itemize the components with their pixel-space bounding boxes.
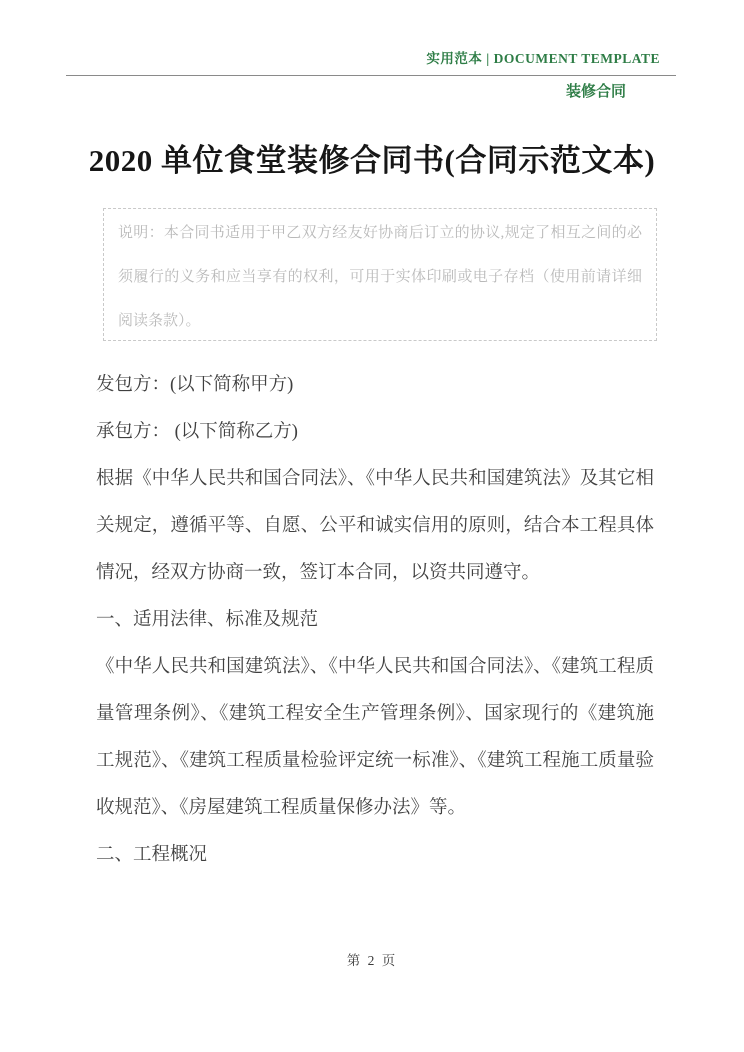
document-title: 2020 单位食堂装修合同书(合同示范文本) (88, 143, 656, 178)
page-header (66, 50, 676, 102)
header-brand-text: 实用范本 | DOCUMENT TEMPLATE (426, 51, 660, 66)
document-body (96, 362, 654, 879)
header-divider (66, 75, 676, 76)
section-heading-1: 一、适用法律、标准及规范 (96, 610, 319, 630)
notice-text: 说明：本合同书适用于甲乙双方经友好协商后订立的协议,规定了相互之间的必须履行的义务和应当享有的权利，可用于实体印刷或电子存档（使用前请详细阅读条款）。 (118, 225, 642, 329)
page-number: 第 2 页 (346, 953, 398, 968)
paragraph-laws-list: 《中华人民共和国建筑法》、《中华人民共和国合同法》、《建筑工程质量管理条例》、《建筑工程安全生产管理条例》、国家现行的《建筑施工规范》、《建筑工程质量检验评定统一标准》、《建筑工程施工质量验收规范》、《房屋建筑工程质量保修办法》等。 (96, 657, 654, 818)
paragraph-party-a: 发包方：(以下简称甲方) (96, 375, 294, 395)
header-doc-type: 装修合同 (565, 84, 626, 100)
notice-box (103, 208, 657, 341)
section-heading-2: 二、工程概况 (96, 845, 208, 865)
paragraph-preamble: 根据《中华人民共和国合同法》、《中华人民共和国建筑法》及其它相关规定，遵循平等、自愿、公平和诚实信用的原则，结合本工程具体情况，经双方协商一致，签订本合同，以资共同遵守。 (96, 469, 654, 583)
paragraph-party-b: 承包方： (以下简称乙方) (96, 422, 298, 442)
